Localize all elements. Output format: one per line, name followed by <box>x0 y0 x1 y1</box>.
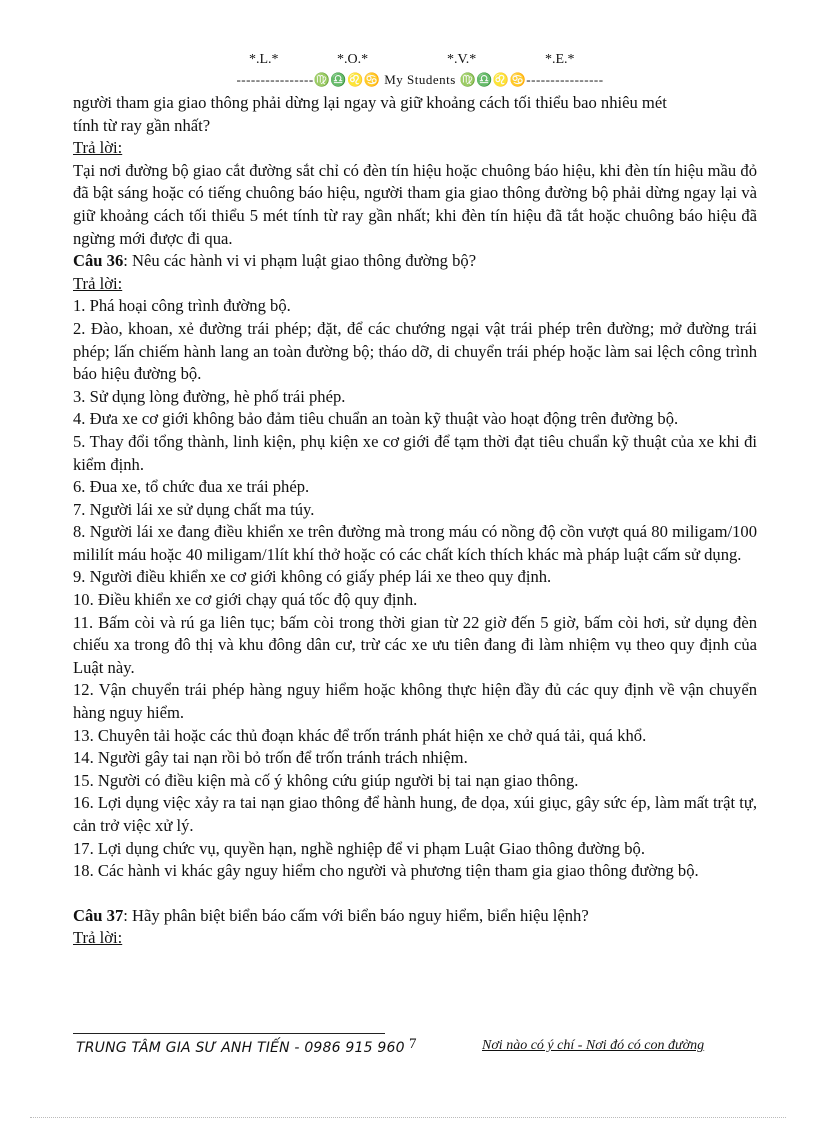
list-item: 11. Bấm còi và rú ga liên tục; bấm còi trong thời gian từ 22 giờ đến 5 giờ, bấm còi hơi, sử dụng đèn chiếu xa trong đô thị và khu đông dân cư, trừ các xe ưu tiên đang đi làm nhiệm vụ theo quy định của Luật này. <box>73 612 757 677</box>
answer-label: Trả lời: <box>73 928 123 948</box>
answer-label: Trả lời: <box>73 138 123 158</box>
header-letters <box>0 52 816 72</box>
answer-label: Trả lời: <box>73 273 123 293</box>
header-letter-o: *.O.* <box>337 52 369 67</box>
list-item: 7. Người lái xe sử dụng chất ma túy. <box>73 499 315 519</box>
question-36-label: Câu 36 <box>73 251 124 271</box>
list-item: 15. Người có điều kiện mà cố ý không cứu giúp người bị tai nạn giao thông. <box>73 770 579 790</box>
answer-35: Tại nơi đường bộ giao cắt đường sắt chỉ có đèn tín hiệu hoặc chuông báo hiệu, khi đèn tín hiệu mầu đỏ đã bật sáng hoặc có tiếng chuông báo hiệu, người tham gia giao thông đường bộ phải dừng ngay lại và giữ khoảng cách tối thiểu 5 mét tính từ ray gần nhất; khi đèn tín hiệu đã tắt hoặc chuông báo hiệu đã ngừng mới được đi qua. <box>73 160 757 248</box>
header-letter-l: *.L.* <box>249 52 279 67</box>
list-item: 12. Vận chuyển trái phép hàng nguy hiểm hoặc không thực hiện đầy đủ các quy định về vận chuyển hàng nguy hiểm. <box>73 680 757 723</box>
question-37-label: Câu 37 <box>73 905 124 925</box>
page-number: 7 <box>409 1036 417 1052</box>
footer-motto: Nơi nào có ý chí - Nơi đó có con đường <box>482 1038 705 1053</box>
paragraph-gap <box>73 883 757 905</box>
list-item: 17. Lợi dụng chức vụ, quyền hạn, nghề nghiệp để vi phạm Luật Giao thông đường bộ. <box>73 838 645 858</box>
list-item: 4. Đưa xe cơ giới không bảo đảm tiêu chuẩn an toàn kỹ thuật vào hoạt động trên đường bộ. <box>73 409 679 429</box>
intro-text: người tham gia giao thông phải dừng lại ngay và giữ khoảng cách tối thiểu bao nhiêu mét tính từ ray gần nhất? <box>73 93 667 135</box>
list-item: 16. Lợi dụng việc xảy ra tai nạn giao thông để hành hung, đe dọa, xúi giục, gây sức ép, làm mất trật tự, cản trở việc xử lý. <box>73 793 757 835</box>
footer-divider <box>73 1033 385 1034</box>
header-banner: ----------------♍♎♌♋ My Students ♍♎♌♋---------------- <box>236 72 604 87</box>
list-item: 3. Sử dụng lòng đường, hè phố trái phép. <box>73 386 346 406</box>
list-item: 5. Thay đổi tổng thành, linh kiện, phụ kiện xe cơ giới để tạm thời đạt tiêu chuẩn kỹ thuật của xe khi đi kiểm định. <box>73 431 757 474</box>
page-bottom-border <box>30 1117 786 1118</box>
list-item: 10. Điều khiển xe cơ giới chạy quá tốc độ quy định. <box>73 590 418 610</box>
question-36: Câu 36: Nêu các hành vi vi phạm luật giao thông đường bộ? <box>73 251 477 271</box>
header-letter-e: *.E.* <box>545 52 575 67</box>
list-item: 14. Người gây tai nạn rồi bỏ trốn để trốn tránh trách nhiệm. <box>73 748 468 768</box>
list-item: 18. Các hành vi khác gây nguy hiểm cho người và phương tiện tham gia giao thông đường bộ. <box>73 861 699 881</box>
header-letter-v: *.V.* <box>447 52 477 67</box>
list-item: 2. Đào, khoan, xẻ đường trái phép; đặt, để các chướng ngại vật trái phép trên đường; mở đường trái phép; lấn chiếm hành lang an toàn đường bộ; tháo dỡ, di chuyển trái phép hoặc làm sai lệch công trình báo hiệu đường bộ. <box>73 318 757 384</box>
footer-center-name: TRUNG TÂM GIA SƯ ANH TIẾN - 0986 915 960 <box>76 1040 405 1056</box>
list-item: 8. Người lái xe đang điều khiển xe trên đường mà trong máu có nồng độ cồn vượt quá 80 miligam/100 mililít máu hoặc 40 miligam/1lít khí thở hoặc có các chất kích thích khác mà pháp luật cấm sử dụng. <box>73 522 757 564</box>
document-body <box>73 92 757 950</box>
list-item: 13. Chuyên tải hoặc các thủ đoạn khác để trốn tránh phát hiện xe chở quá tải, quá khổ. <box>73 725 647 745</box>
list-item: 6. Đua xe, tổ chức đua xe trái phép. <box>73 477 310 497</box>
list-item: 1. Phá hoại công trình đường bộ. <box>73 296 291 316</box>
list-item: 9. Người điều khiển xe cơ giới không có giấy phép lái xe theo quy định. <box>73 567 552 587</box>
question-37: Câu 37: Hãy phân biệt biển báo cấm với biển báo nguy hiểm, biển hiệu lệnh? <box>73 905 589 925</box>
